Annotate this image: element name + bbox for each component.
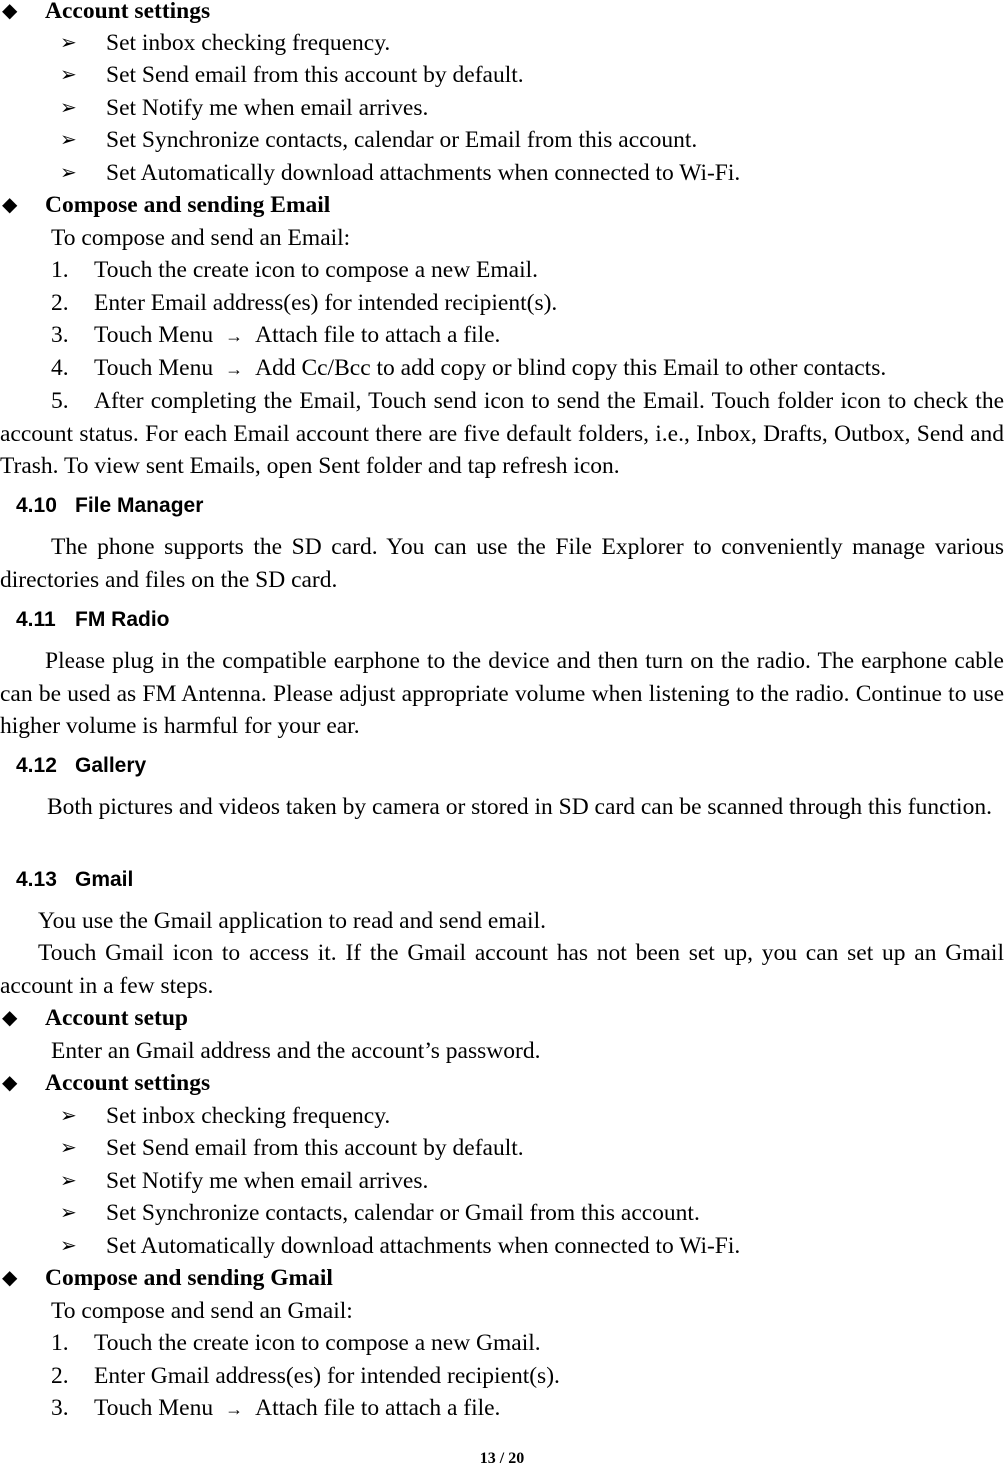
step-number: 1. xyxy=(51,1330,69,1356)
section-number: 4.12 xyxy=(16,754,57,777)
section-heading-gallery xyxy=(16,751,146,781)
gmail-paragraph-1: You use the Gmail application to read and send email. xyxy=(38,908,546,934)
compose-email-heading: Compose and sending Email xyxy=(45,192,331,218)
list-item: Set Send email from this account by default. xyxy=(106,1135,524,1161)
step-text: Touch the create icon to compose a new Email. xyxy=(94,257,539,283)
arrow-bullet-icon: ➢ xyxy=(60,1170,77,1192)
arrow-bullet-icon: ➢ xyxy=(60,1137,77,1159)
step-number: 2. xyxy=(51,1363,69,1389)
section-number: 4.13 xyxy=(16,868,57,891)
step-number: 3. xyxy=(51,322,69,348)
right-arrow-icon: → xyxy=(225,1399,244,1419)
section-title: File Manager xyxy=(75,494,204,517)
right-arrow-icon: → xyxy=(225,359,244,379)
gallery-paragraph: Both pictures and videos taken by camera or stored in SD card can be scanned through this function. xyxy=(47,794,992,820)
right-arrow-icon: → xyxy=(225,326,244,346)
account-settings-heading: Account settings xyxy=(45,1070,211,1096)
compose-intro: To compose and send an Gmail: xyxy=(51,1298,353,1324)
step-number: 1. xyxy=(51,257,69,283)
list-item: Set Synchronize contacts, calendar or Email from this account. xyxy=(106,127,698,153)
list-item: Set Automatically download attachments when connected to Wi-Fi. xyxy=(106,1233,741,1259)
step-number: 2. xyxy=(51,290,69,316)
menu-label: Touch Menu xyxy=(94,1395,214,1421)
section-number: 4.11 xyxy=(16,608,56,631)
fm-radio-paragraph: Please plug in the compatible earphone to the device and then turn on the radio. The earphone cable can be used as FM Antenna. Please adjust appropriate volume when listening to the radio. Continue to use higher volume is harmful for your ear. xyxy=(0,648,1004,739)
arrow-bullet-icon: ➢ xyxy=(60,1235,77,1257)
account-settings-heading: Account settings xyxy=(45,0,211,24)
diamond-bullet-icon: ◆ xyxy=(2,1007,18,1029)
section-title: FM Radio xyxy=(75,608,170,631)
step-text xyxy=(94,319,500,352)
menu-label: Touch Menu xyxy=(94,355,214,381)
arrow-bullet-icon: ➢ xyxy=(60,64,77,86)
section-heading-fm-radio xyxy=(16,605,170,635)
account-setup-heading: Account setup xyxy=(45,1005,188,1031)
step-action: Add Cc/Bcc to add copy or blind copy this Email to other contacts. xyxy=(255,355,887,381)
step-text: Enter Email address(es) for intended recipient(s). xyxy=(94,290,558,316)
menu-label: Touch Menu xyxy=(94,322,214,348)
list-item: Set Notify me when email arrives. xyxy=(106,1168,429,1194)
step-number: 5. xyxy=(51,388,69,414)
step-action: Attach file to attach a file. xyxy=(255,1395,501,1421)
diamond-bullet-icon: ◆ xyxy=(2,0,18,22)
section-title: Gmail xyxy=(75,868,134,891)
list-item: Set Automatically download attachments when connected to Wi-Fi. xyxy=(106,160,741,186)
compose-intro: To compose and send an Email: xyxy=(51,225,351,251)
step-text xyxy=(94,352,886,385)
section-heading-gmail xyxy=(16,865,133,895)
list-item: Set Send email from this account by default. xyxy=(106,62,524,88)
arrow-bullet-icon: ➢ xyxy=(60,129,77,151)
step-number: 4. xyxy=(51,355,69,381)
step-text xyxy=(94,1392,500,1425)
list-item: Set inbox checking frequency. xyxy=(106,1103,391,1129)
arrow-bullet-icon: ➢ xyxy=(60,162,77,184)
arrow-bullet-icon: ➢ xyxy=(60,32,77,54)
step-text: Touch the create icon to compose a new Gmail. xyxy=(94,1330,541,1356)
compose-gmail-heading: Compose and sending Gmail xyxy=(45,1265,333,1291)
diamond-bullet-icon: ◆ xyxy=(2,1267,18,1289)
account-setup-text: Enter an Gmail address and the account’s password. xyxy=(51,1038,541,1064)
diamond-bullet-icon: ◆ xyxy=(2,1072,18,1094)
section-number: 4.10 xyxy=(16,494,57,517)
gmail-paragraph-2: Touch Gmail icon to access it. If the Gmail account has not been set up, you can set up an Gmail account in a few steps. xyxy=(0,940,1004,999)
step-text: Enter Gmail address(es) for intended recipient(s). xyxy=(94,1363,560,1389)
page-number: 13 / 20 xyxy=(479,1450,525,1467)
list-item: Set inbox checking frequency. xyxy=(106,30,391,56)
step-5-paragraph: After completing the Email, Touch send icon to send the Email. Touch folder icon to check the account status. For each Email account there are five default folders, i.e., Inbox, Drafts, Outbox, Send and Trash. To view sent Emails, open Sent folder and tap refresh icon. xyxy=(0,388,1004,479)
list-item: Set Synchronize contacts, calendar or Gmail from this account. xyxy=(106,1200,700,1226)
file-manager-paragraph: The phone supports the SD card. You can use the File Explorer to conveniently manage various directories and files on the SD card. xyxy=(0,534,1004,593)
arrow-bullet-icon: ➢ xyxy=(60,1202,77,1224)
arrow-bullet-icon: ➢ xyxy=(60,97,77,119)
arrow-bullet-icon: ➢ xyxy=(60,1105,77,1127)
list-item: Set Notify me when email arrives. xyxy=(106,95,429,121)
section-heading-file-manager xyxy=(16,491,203,521)
section-title: Gallery xyxy=(75,754,147,777)
step-action: Attach file to attach a file. xyxy=(255,322,501,348)
diamond-bullet-icon: ◆ xyxy=(2,194,18,216)
step-number: 3. xyxy=(51,1395,69,1421)
